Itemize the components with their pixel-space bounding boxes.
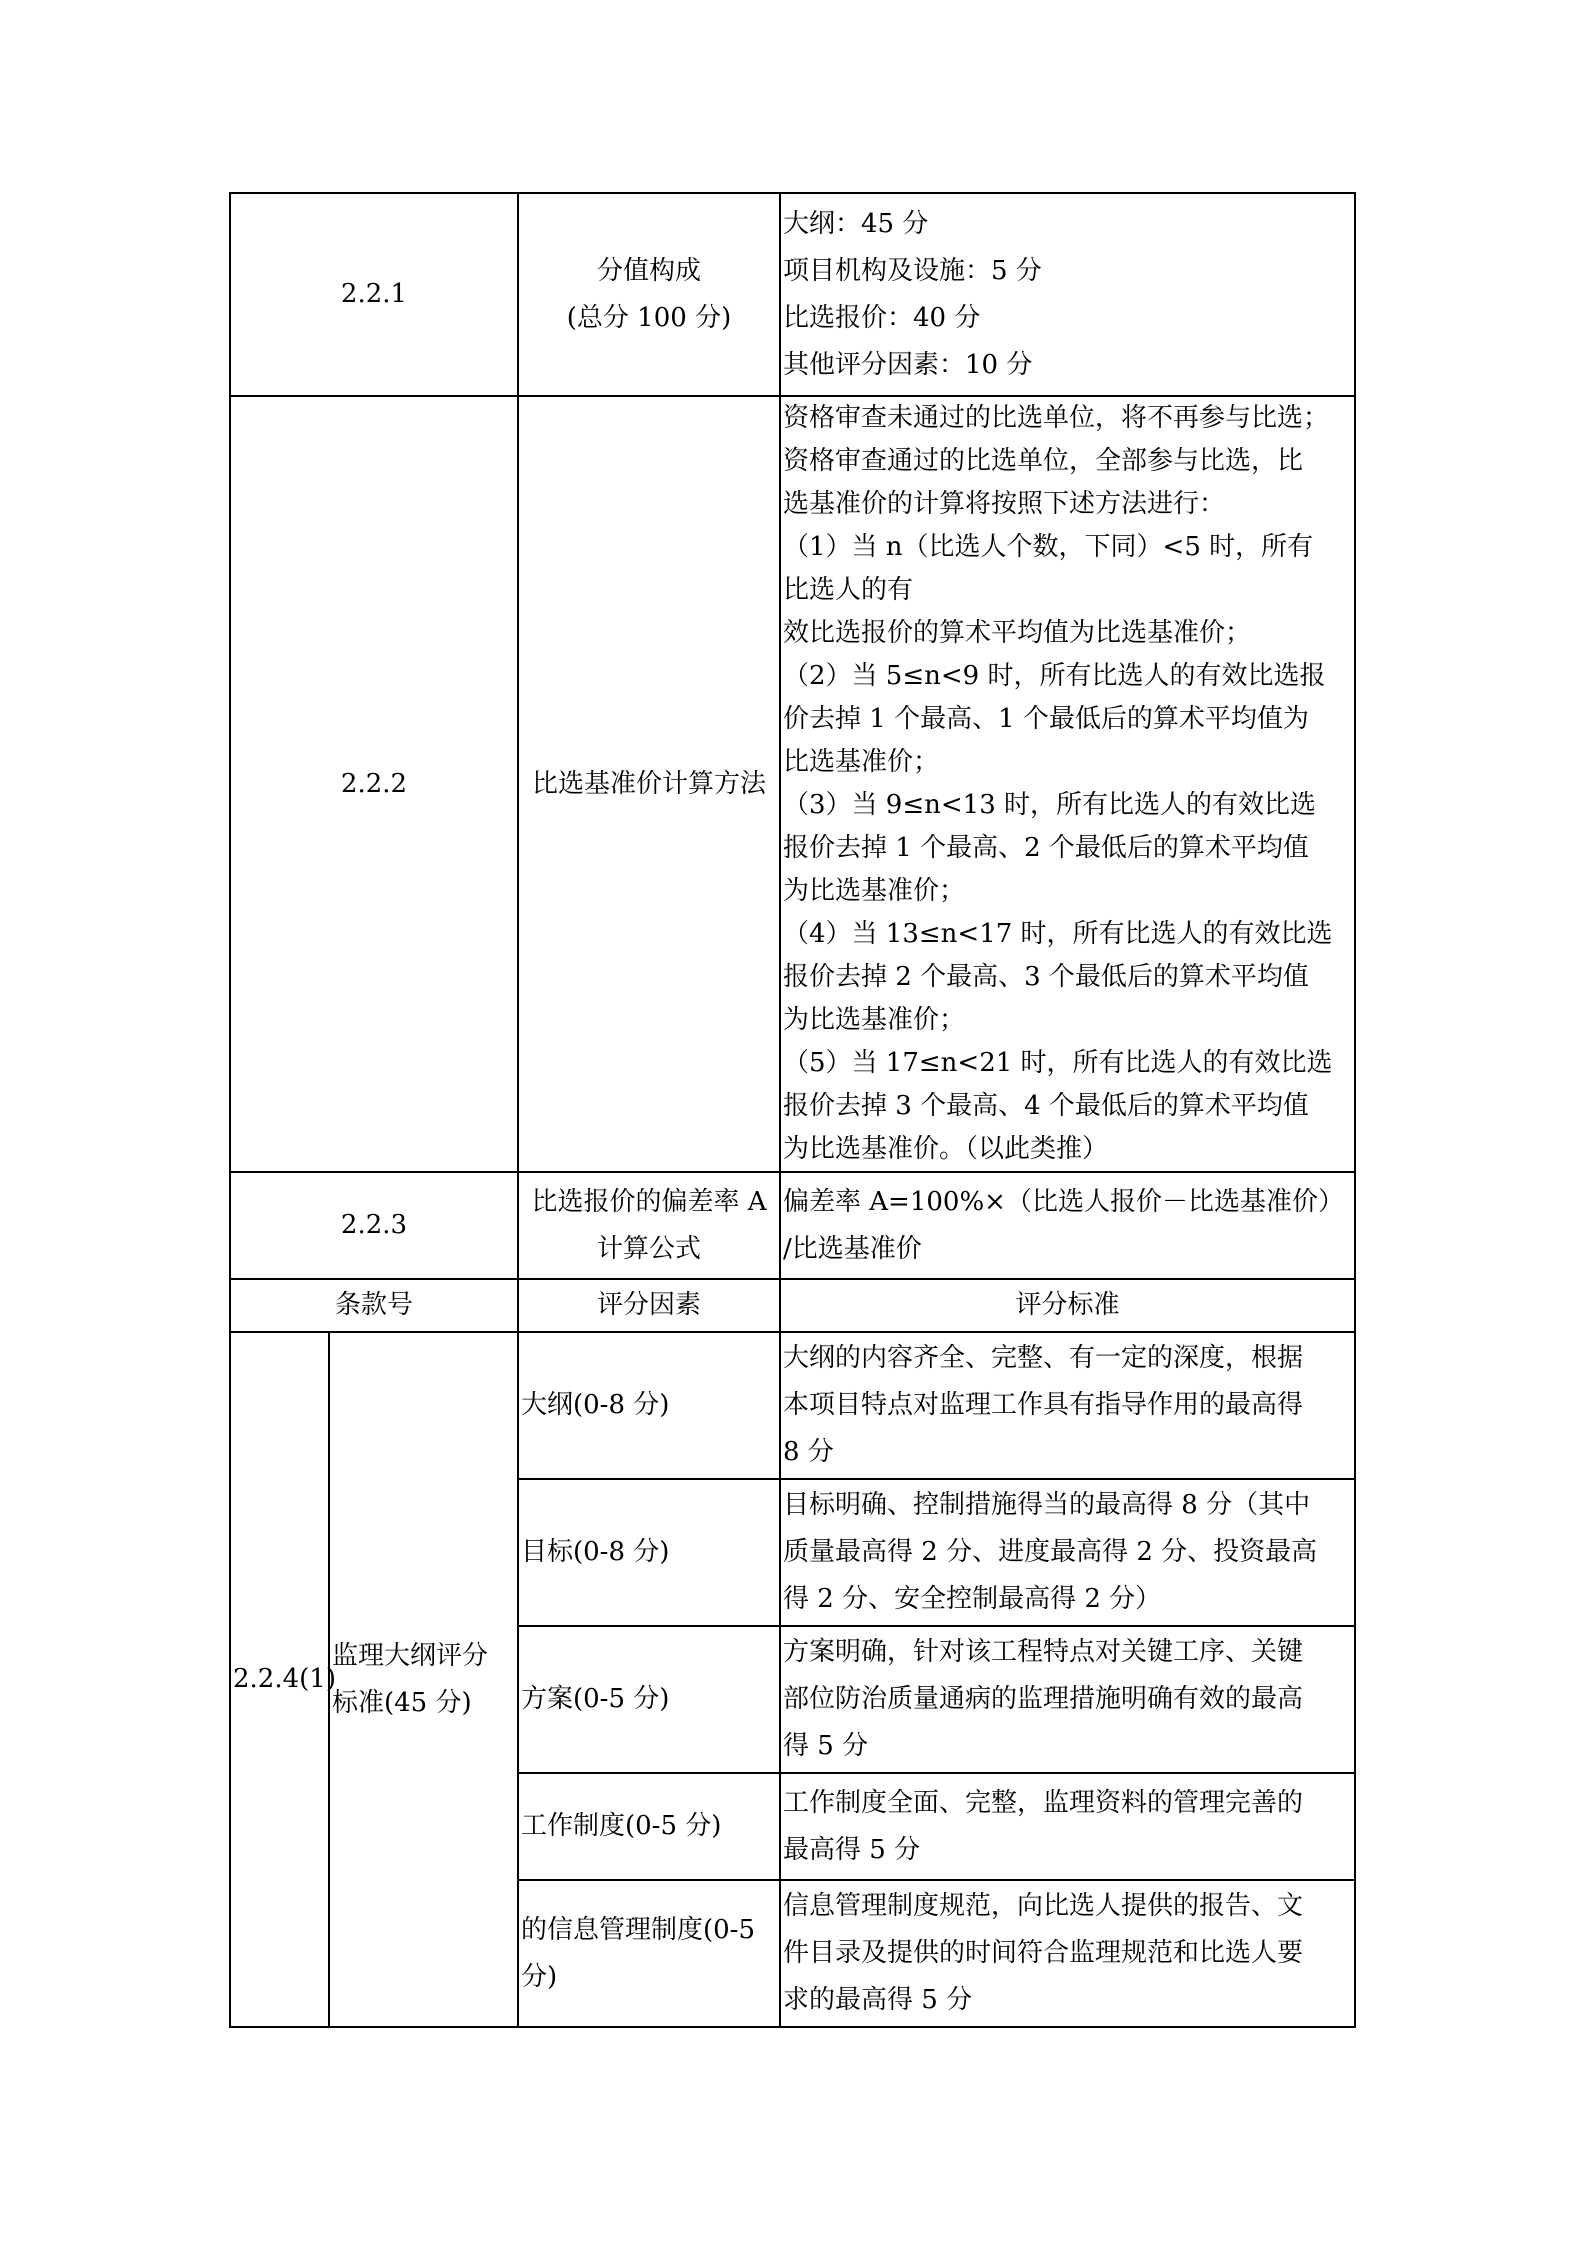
standard-line: 求的最高得 5 分 [783,1985,973,2015]
scoring-factor [518,1880,780,2027]
factor-line: 计算公式 [596,1233,701,1264]
standard-line: 效比选报价的算术平均值为比选基准价； [783,618,1252,648]
clause-number: 2.2.4(1) [230,1332,329,2027]
scoring-table [229,192,1356,2028]
standard-line: 比选基准价； [783,747,940,777]
standard-line: 8 分 [783,1437,834,1467]
standard-line: （5）当 17≤n<21 时，所有比选人的有效比选 [783,1048,1333,1078]
column-header-clause: 条款号 [230,1279,518,1332]
standard-line: 比选报价：40 分 [783,302,981,333]
standard-line: 项目机构及设施：5 分 [783,255,1042,286]
standard-line: 最高得 5 分 [783,1834,921,1865]
standard-line: 工作制度全面、完整，监理资料的管理完善的 [783,1787,1304,1818]
standard-line: 目标明确、控制措施得当的最高得 8 分（其中 [783,1490,1311,1520]
standard-line: 偏差率 A=100%×（比选人报价－比选基准价） [783,1186,1344,1217]
scoring-standard [780,1332,1355,1479]
standard-line: 方案明确，针对该工程特点对关键工序、关键 [783,1637,1304,1667]
standard-line: 比选人的有 [783,575,914,605]
table-header-row [230,1279,1355,1332]
standard-line: 报价去掉 2 个最高、3 个最低后的算术平均值 [783,962,1309,992]
standard-line: /比选基准价 [783,1233,922,1264]
table-row [230,396,1355,1172]
scoring-factor: 比选基准价计算方法 [518,396,780,1172]
factor-line: 的信息管理制度(0-5 [521,1914,756,1945]
scoring-standard [780,396,1355,1172]
clause-number: 2.2.3 [230,1172,518,1279]
scoring-factor: 方案(0-5 分) [518,1626,780,1773]
table-row [230,1332,1355,1479]
group-line: 标准(45 分) [332,1687,472,1718]
scoring-standard [780,1880,1355,2027]
clause-number: 2.2.2 [230,396,518,1172]
scoring-standard [780,1626,1355,1773]
column-header-factor: 评分因素 [518,1279,780,1332]
scoring-standard [780,193,1355,396]
standard-line: 得 2 分、安全控制最高得 2 分） [783,1584,1162,1614]
standard-line: 本项目特点对监理工作具有指导作用的最高得 [783,1390,1304,1420]
standard-line: （2）当 5≤n<9 时，所有比选人的有效比选报 [783,661,1326,691]
standard-line: 其他评分因素：10 分 [783,349,1033,380]
standard-line: （1）当 n（比选人个数，下同）<5 时，所有 [783,532,1314,562]
standard-line: 选基准价的计算将按照下述方法进行： [783,489,1226,519]
standard-line: 得 5 分 [783,1731,869,1761]
standard-line: 为比选基准价； [783,876,966,906]
factor-line: (总分 100 分) [566,302,732,333]
column-header-standard: 评分标准 [780,1279,1355,1332]
standard-line: 信息管理制度规范，向比选人提供的报告、文 [783,1891,1304,1921]
standard-line: 质量最高得 2 分、进度最高得 2 分、投资最高 [783,1537,1318,1567]
standard-line: （4）当 13≤n<17 时，所有比选人的有效比选 [783,919,1333,949]
scoring-standard [780,1479,1355,1626]
standard-line: 报价去掉 3 个最高、4 个最低后的算术平均值 [783,1091,1309,1121]
clause-number: 2.2.1 [230,193,518,396]
table-row [230,1172,1355,1279]
standard-line: 资格审查未通过的比选单位，将不再参与比选； [783,403,1330,433]
standard-line: 大纲：45 分 [783,208,929,239]
standard-line: 大纲的内容齐全、完整、有一定的深度，根据 [783,1343,1304,1373]
scoring-group [329,1332,518,2027]
standard-line: （3）当 9≤n<13 时，所有比选人的有效比选 [783,790,1317,820]
standard-line: 资格审查通过的比选单位，全部参与比选，比 [783,446,1304,476]
scoring-factor [518,193,780,396]
scoring-factor [518,1172,780,1279]
standard-line: 为比选基准价； [783,1005,966,1035]
standard-line: 部位防治质量通病的监理措施明确有效的最高 [783,1684,1304,1714]
factor-line: 分) [521,1961,558,1992]
scoring-factor: 目标(0-8 分) [518,1479,780,1626]
standard-line: 价去掉 1 个最高、1 个最低后的算术平均值为 [783,704,1309,734]
standard-line: 为比选基准价。（以此类推） [783,1134,1109,1164]
standard-line: 件目录及提供的时间符合监理规范和比选人要 [783,1938,1304,1968]
scoring-factor: 工作制度(0-5 分) [518,1773,780,1880]
factor-line: 比选报价的偏差率 A [531,1186,767,1217]
table-row [230,193,1355,396]
scoring-standard [780,1172,1355,1279]
scoring-standard [780,1773,1355,1880]
standard-line: 报价去掉 1 个最高、2 个最低后的算术平均值 [783,833,1309,863]
scoring-factor: 大纲(0-8 分) [518,1332,780,1479]
factor-line: 分值构成 [596,255,701,286]
group-line: 监理大纲评分 [332,1640,489,1671]
